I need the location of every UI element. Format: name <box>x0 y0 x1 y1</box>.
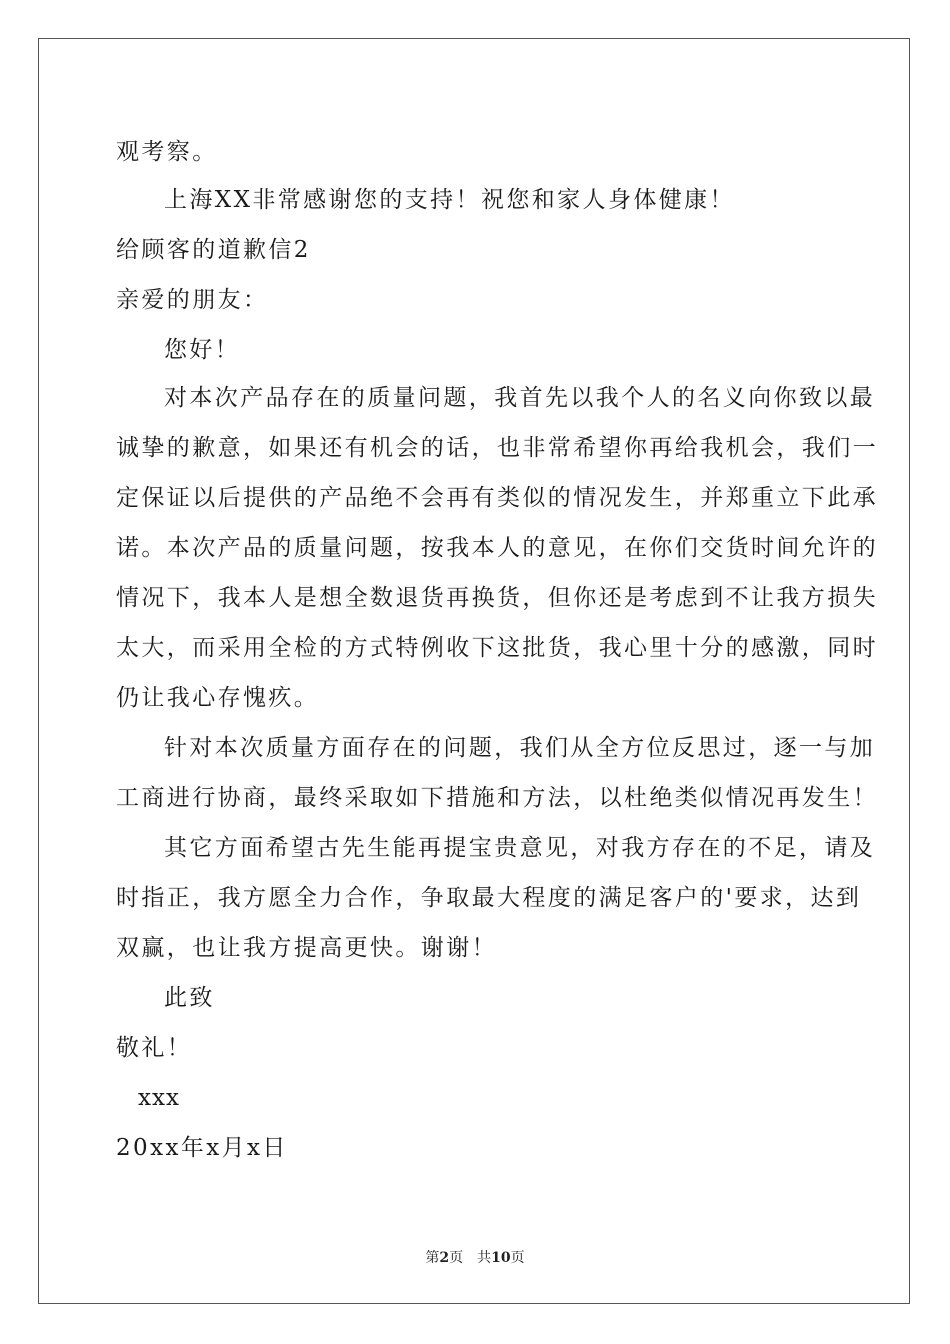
text-line: 仍让我心存愧疚。 <box>116 685 320 711</box>
text-line: 上海XX非常感谢您的支持！祝您和家人身体健康！ <box>164 187 735 213</box>
closing: 此致 <box>164 985 215 1011</box>
footer-mid: 页 共 <box>449 1250 492 1266</box>
closing-salute: 敬礼！ <box>116 1035 193 1061</box>
text-line: 对本次产品存在的质量问题，我首先以我个人的名义向你致以最 <box>164 385 876 411</box>
text-line: 定保证以后提供的产品绝不会再有类似的情况发生，并郑重立下此承 <box>116 485 878 511</box>
text-line: 针对本次质量方面存在的问题，我们从全方位反思过，逐一与加 <box>164 735 876 761</box>
text-line: 太大，而采用全检的方式特例收下这批货，我心里十分的感激，同时 <box>116 635 878 661</box>
current-page-number: 2 <box>439 1250 450 1266</box>
letter-heading: 给顾客的道歉信2 <box>116 237 311 263</box>
page-footer <box>0 1247 950 1267</box>
text-line: 工商进行协商，最终采取如下措施和方法，以杜绝类似情况再发生！ <box>116 785 878 811</box>
footer-prefix: 第 <box>425 1250 440 1266</box>
text-line: 诚挚的歉意，如果还有机会的话，也非常希望你再给我机会，我们一 <box>116 435 878 461</box>
text-line: 其它方面希望古先生能再提宝贵意见，对我方存在的不足，请及 <box>164 835 876 861</box>
text-line: 情况下，我本人是想全数退货再换货，但你还是考虑到不让我方损失 <box>116 585 878 611</box>
signature: xxx <box>138 1085 180 1111</box>
date-line: 20xx年x月x日 <box>116 1135 288 1161</box>
page-frame <box>38 38 910 1304</box>
footer-suffix: 页 <box>510 1250 525 1266</box>
total-pages-number: 10 <box>491 1250 511 1266</box>
text-line: 诺。本次产品的质量问题，按我本人的意见，在你们交货时间允许的 <box>116 535 878 561</box>
greeting: 您好！ <box>164 337 241 363</box>
text-line: 双赢，也让我方提高更快。谢谢！ <box>116 935 497 961</box>
text-line: 观考察。 <box>116 139 218 165</box>
salutation: 亲爱的朋友： <box>116 287 269 313</box>
text-line: 时指正，我方愿全力合作，争取最大程度的满足客户的'要求，达到 <box>116 885 862 911</box>
